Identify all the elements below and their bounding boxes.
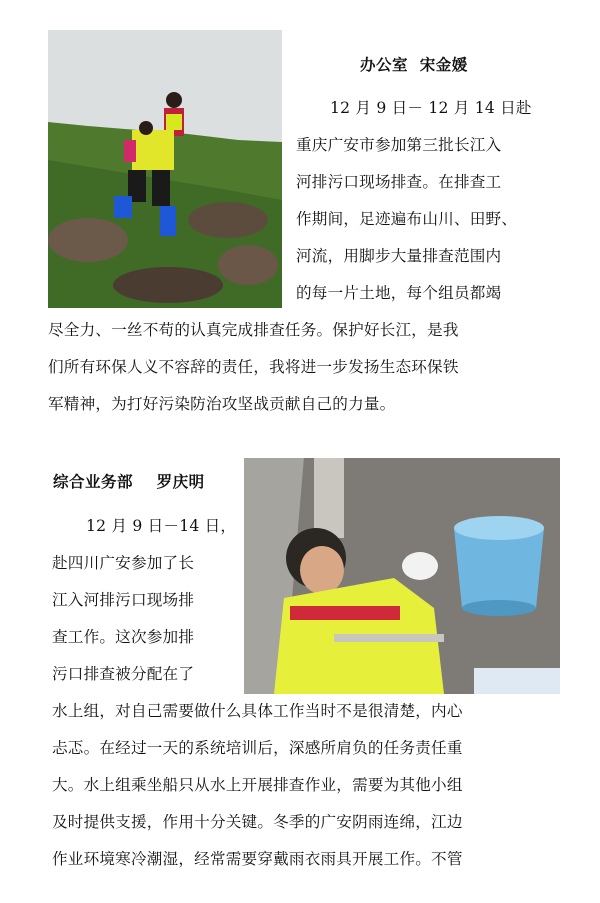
section2-heading: 综合业务部 罗庆明 bbox=[53, 472, 205, 491]
section1-line: 重庆广安市参加第三批长江入 bbox=[296, 136, 502, 154]
photo-hillside-survey bbox=[48, 30, 282, 308]
section1-line: 河排污口现场排查。在排查工 bbox=[296, 173, 502, 191]
section1-line: 的每一片土地，每个组员都竭 bbox=[296, 284, 502, 302]
section1-line: 12 月 9 日－ 12 月 14 日赴 bbox=[330, 99, 532, 117]
section1-heading: 办公室 宋金媛 bbox=[360, 55, 468, 74]
section1-line: 军精神，为打好污染防治攻坚战贡献自己的力量。 bbox=[48, 395, 396, 413]
section2-line: 及时提供支援，作用十分关键。冬季的广安阴雨连绵，江边 bbox=[52, 813, 463, 831]
section1-line: 作期间，足迹遍布山川、田野、 bbox=[296, 210, 518, 228]
section2-line: 12 月 9 日－14 日， bbox=[86, 517, 237, 535]
section2-line: 查工作。这次参加排 bbox=[52, 628, 195, 646]
photo-water-sampling bbox=[244, 458, 560, 694]
section2-line: 江入河排污口现场排 bbox=[52, 591, 195, 609]
section2-line: 忐忑。在经过一天的系统培训后，深感所肩负的任务责任重 bbox=[52, 739, 463, 757]
section1-line: 河流，用脚步大量排查范围内 bbox=[296, 247, 502, 265]
section1-line: 尽全力、一丝不苟的认真完成排查任务。保护好长江，是我 bbox=[48, 321, 459, 339]
section2-line: 赴四川广安参加了长 bbox=[52, 554, 195, 572]
section2-line: 作业环境寒冷潮湿，经常需要穿戴雨衣雨具开展工作。不管 bbox=[52, 850, 463, 868]
section2-line: 大。水上组乘坐船只从水上开展排查作业，需要为其他小组 bbox=[52, 776, 463, 794]
section1-line: 们所有环保人义不容辞的责任，我将进一步发扬生态环保铁 bbox=[48, 358, 459, 376]
section2-line: 污口排查被分配在了 bbox=[52, 665, 195, 683]
section2-line: 水上组，对自己需要做什么具体工作当时不是很清楚，内心 bbox=[52, 702, 463, 720]
